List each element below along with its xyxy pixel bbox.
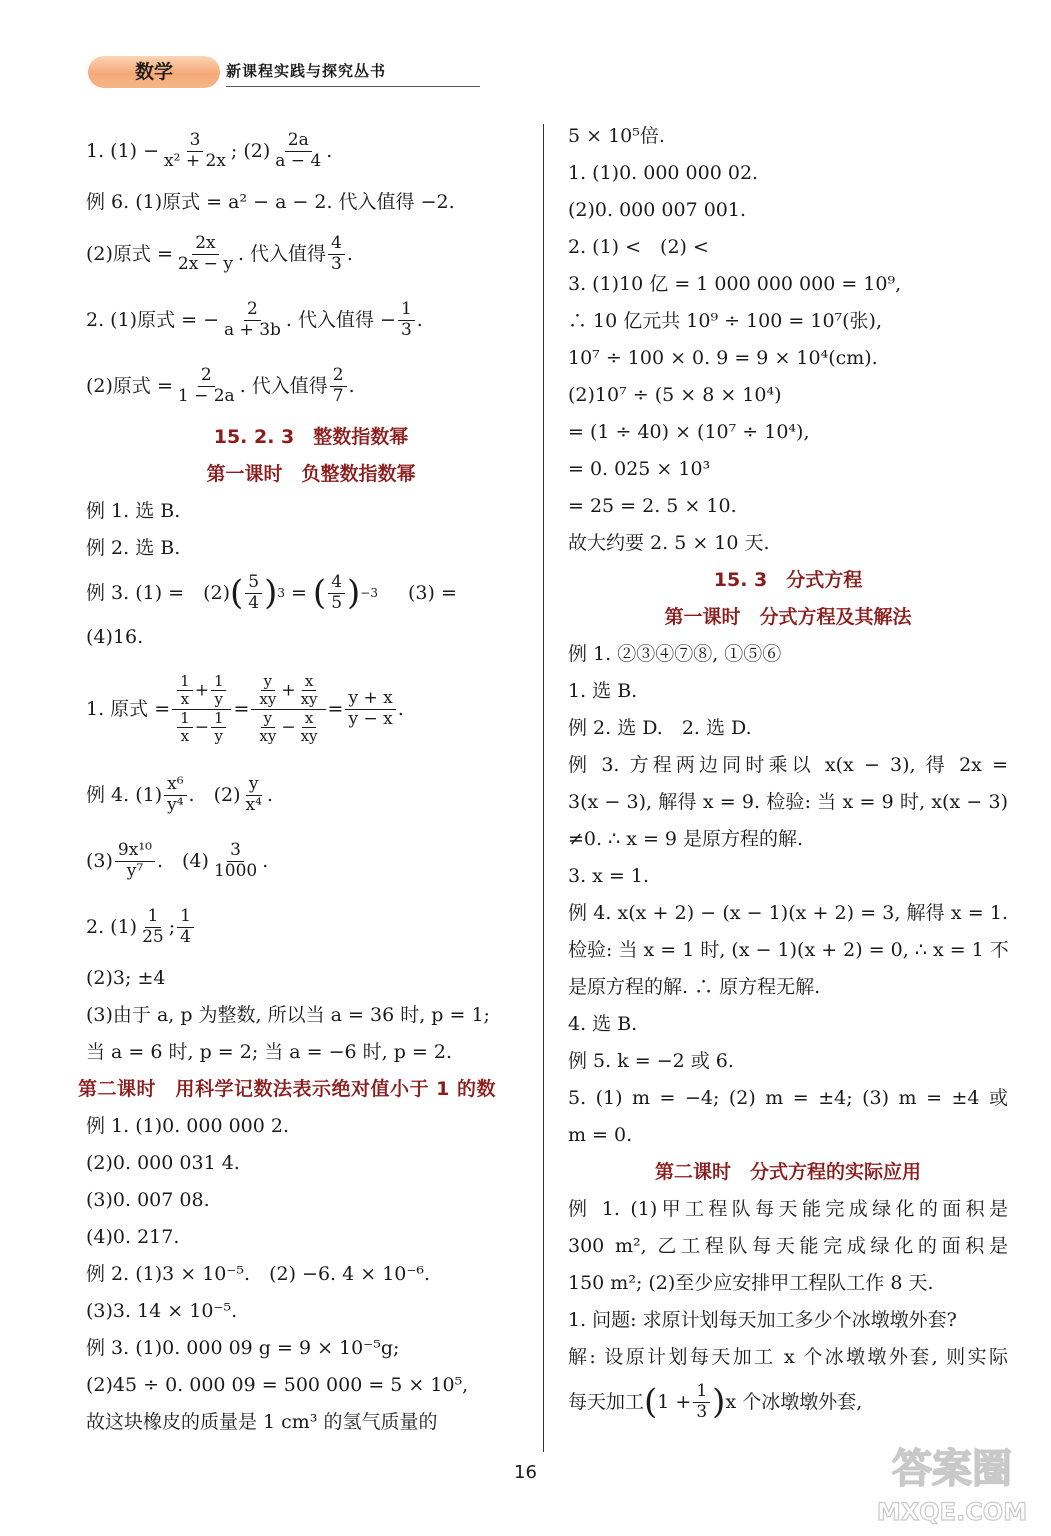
answer-line: 2. (1) < (2) < bbox=[568, 236, 709, 258]
header-rule bbox=[226, 86, 480, 87]
answer-line: = 25 = 2. 5 × 10. bbox=[568, 495, 737, 517]
lesson-heading: 第二课时 用科学记数法表示绝对值小于 1 的数 bbox=[78, 1078, 496, 1100]
answer-line: 例 1. ②③④⑦⑧, ①⑤⑥ bbox=[568, 643, 782, 665]
answer-line: 故这块橡皮的质量是 1 cm³ 的氢气质量的 bbox=[86, 1411, 438, 1433]
answer-line: 例 6. (1)原式 = a² − a − 2. 代入值得 −2. bbox=[86, 191, 455, 213]
subject-badge: 数学 bbox=[88, 56, 220, 88]
answer-line: 例 2. 选 B. bbox=[86, 537, 181, 559]
answer-line: (2)0. 000 031 4. bbox=[86, 1152, 240, 1174]
page-header bbox=[88, 54, 398, 90]
column-divider bbox=[543, 124, 544, 1452]
answer-line: 例 1. 选 B. bbox=[86, 500, 181, 522]
answer-line: 每天加工 ( 1 + $\frac{1}{3}$ ) x 个冰墩墩外套, bbox=[568, 1380, 863, 1422]
answer-line: (3) $\frac{\text{9x¹⁰}}{\text{y⁷}}$ . (4) $\frac{3}{1000}$ . bbox=[86, 839, 269, 881]
answer-line: 1. (1)0. 000 000 02. bbox=[568, 162, 759, 184]
answer-line: 150 m²; (2)至少应安排甲工程队工作 8 天. bbox=[568, 1272, 934, 1294]
answer-line: 例 5. k = −2 或 6. bbox=[568, 1050, 734, 1072]
answer-line: (3)由于 a, p 为整数, 所以当 a = 36 时, p = 1; bbox=[86, 1004, 490, 1026]
answer-line: ≠0. ∴ x = 9 是原方程的解. bbox=[568, 828, 804, 850]
answer-line: (3)0. 007 08. bbox=[86, 1189, 210, 1211]
answer-line: 例 3. (1)0. 000 09 g = 9 × 10⁻⁵g; bbox=[86, 1337, 400, 1359]
answer-line: 例 1. (1)0. 000 000 2. bbox=[86, 1115, 290, 1137]
answer-line: 例 4. (1) $\frac{\text{x⁶}}{\text{y⁴}}$ . (2) $\frac{y}{\text{x⁴}}$ . bbox=[86, 773, 273, 815]
answer-line: (2)45 ÷ 0. 000 09 = 500 000 = 5 × 10⁵, bbox=[86, 1374, 469, 1396]
answer-line: (2)0. 000 007 001. bbox=[568, 199, 746, 221]
answer-line: 4. 选 B. bbox=[568, 1013, 638, 1035]
answer-line: 1. 问题: 求原计划每天加工多少个冰墩墩外套? bbox=[568, 1309, 957, 1331]
answer-line: (2)原式 = $\frac{2}{1 - 2a}$ . 代入值得 $\frac{2}{7}$ . bbox=[86, 364, 355, 406]
answer-line: 是原方程的解. ∴ 原方程无解. bbox=[568, 976, 821, 998]
answer-line: (4)0. 217. bbox=[86, 1226, 180, 1248]
answer-line: 3. (1)10 亿 = 1 000 000 000 = 10⁹, bbox=[568, 273, 902, 295]
answer-line: (4)16. bbox=[86, 626, 144, 648]
answer-line: m = 0. bbox=[568, 1124, 633, 1146]
answer-line: = (1 ÷ 40) × (10⁷ ÷ 10⁴), bbox=[568, 421, 810, 443]
answer-line: 2. (1) $\frac{1}{25}$ ; $\frac{1}{4}$ bbox=[86, 894, 536, 960]
svg-text:答案圈: 答案圈 bbox=[892, 1446, 1012, 1492]
answer-line: 例 2. 选 D. 2. 选 D. bbox=[568, 717, 752, 739]
answer-line: 2. (1)原式 = − $\frac{2}{a + 3b}$ . 代入值得 − $\frac{1}{3}$ . bbox=[86, 298, 423, 340]
answer-line: 解: 设原计划每天加工 x 个冰墩墩外套, 则实际 bbox=[568, 1346, 1008, 1368]
answer-line: 例 3. (1) = (2) ( $\frac{5}{4}$ ) 3 = ( $\frac{4}{5}$ ) −3 (3) = bbox=[86, 571, 457, 613]
answer-line: (2)3; ±4 bbox=[86, 967, 166, 989]
answer-line: 当 a = 6 时, p = 2; 当 a = −6 时, p = 2. bbox=[86, 1041, 453, 1063]
series-title: 新课程实践与探究丛书 bbox=[226, 62, 387, 80]
answer-line: 1. 选 B. bbox=[568, 680, 638, 702]
answer-line: ∴ 10 亿元共 10⁹ ÷ 100 = 10⁷(张), bbox=[568, 310, 883, 332]
answer-line: (3)3. 14 × 10⁻⁵. bbox=[86, 1300, 238, 1322]
answer-line: 例 2. (1)3 × 10⁻⁵. (2) −6. 4 × 10⁻⁶. bbox=[86, 1263, 431, 1285]
answer-line: 故大约要 2. 5 × 10 天. bbox=[568, 532, 770, 554]
answer-line: 3(x − 3), 解得 x = 9. 检验: 当 x = 9 时, x(x − 3) bbox=[568, 791, 1008, 813]
section-heading: 15. 3 分式方程 bbox=[713, 569, 863, 591]
answer-line: 5. (1) m = −4; (2) m = ±4; (3) m = ±4 或 bbox=[568, 1087, 1008, 1109]
page-number: 16 bbox=[514, 1462, 537, 1483]
answer-line: 5 × 10⁵倍. bbox=[568, 125, 665, 147]
answer-line: = 0. 025 × 10³ bbox=[568, 458, 711, 480]
svg-text:MXQE.COM: MXQE.COM bbox=[876, 1498, 1028, 1526]
answer-line: 检验: 当 x = 1 时, (x − 1)(x + 2) = 0, ∴ x = 1 不 bbox=[568, 939, 1009, 961]
answer-line: (2)10⁷ ÷ (5 × 8 × 10⁴) bbox=[568, 384, 782, 406]
answer-line: 例 4. x(x + 2) − (x − 1)(x + 2) = 3, 解得 x = 1. bbox=[568, 902, 1008, 924]
answer-line: 1. 原式 = $\frac{1}{x}$ + $\frac{1}{y}$ $\frac{1}{x}$ − $\frac{1}{y}$ = $\frac{y}{xy}$ + $\frac{x}{xy}$ $\frac{y}{xy}$ − $\frac{x}{xy}$ = $\frac{y + x}{y - x}$ . bbox=[86, 672, 404, 745]
lesson-heading: 第二课时 分式方程的实际应用 bbox=[654, 1161, 921, 1183]
lesson-heading: 第一课时 分式方程及其解法 bbox=[664, 606, 912, 628]
watermark-logo bbox=[862, 1436, 1042, 1528]
answer-line: 例 3. 方程两边同时乘以 x(x − 3), 得 2x = bbox=[568, 754, 1008, 776]
section-heading: 15. 2. 3 整数指数幂 bbox=[213, 426, 409, 448]
right-column bbox=[568, 118, 1008, 1428]
answer-line: 1. (1) − $\frac{3}{\text{x² + 2x}}$ ; (2) $\frac{2a}{a - 4}$ . bbox=[86, 129, 333, 171]
answer-line: 10⁷ ÷ 100 × 0. 9 = 9 × 10⁴(cm). bbox=[568, 347, 878, 369]
answer-line: 300 m², 乙工程队每天能完成绿化的面积是 bbox=[568, 1235, 1008, 1257]
answer-line: 3. x = 1. bbox=[568, 865, 650, 887]
answer-line: 例 1. (1)甲工程队每天能完成绿化的面积是 bbox=[568, 1198, 1008, 1220]
left-column bbox=[78, 118, 536, 1441]
lesson-heading: 第一课时 负整数指数幂 bbox=[206, 463, 416, 485]
answer-line: (2)原式 = $\frac{2x}{2x - y}$ . 代入值得 $\frac{4}{3}$ . bbox=[86, 232, 353, 274]
